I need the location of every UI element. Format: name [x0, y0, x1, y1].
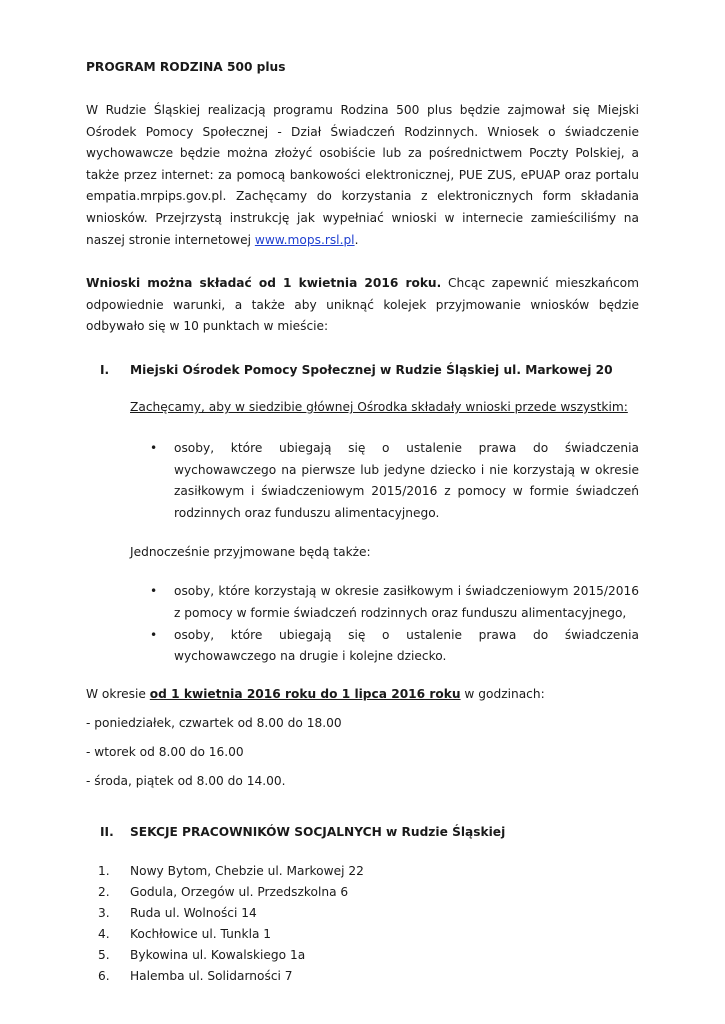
- document-title: PROGRAM RODZINA 500 plus: [86, 60, 286, 74]
- section-1-title: Miejski Ośrodek Pomocy Społecznej w Rudzie Śląskiej ul. Markowej 20: [130, 362, 613, 377]
- applications-date: Wnioski można składać od 1 kwietnia 2016 roku.: [86, 276, 442, 291]
- intro-paragraph: [86, 100, 639, 251]
- intro-end: .: [354, 232, 359, 247]
- list-item: 1. Nowy Bytom, Chebzie ul. Markowej 22: [98, 863, 364, 878]
- list-item: 2. Godula, Orzegów ul. Przedszkolna 6: [98, 884, 349, 899]
- period-range: od 1 kwietnia 2016 roku do 1 lipca 2016 roku: [149, 686, 461, 701]
- section-1-number: I.: [100, 362, 110, 377]
- list-item: 3. Ruda ul. Wolności 14: [98, 905, 257, 920]
- list-item: 5. Bykowina ul. Kowalskiego 1a: [98, 947, 306, 962]
- also-accepted-list: [146, 581, 639, 667]
- applications-paragraph: [86, 273, 639, 338]
- social-worker-sections-list: [86, 861, 639, 987]
- hours-line: - wtorek od 8.00 do 16.00: [86, 744, 244, 759]
- section-2-number: II.: [100, 824, 114, 839]
- intro-text: W Rudzie Śląskiej realizacją programu Rodzina 500 plus będzie zajmował się Miejski Ośrodek Pomocy Społecznej - Dział Świadczeń Rodzinnych. Wniosek o świadczenie wychowawcze będzie można złożyć osobiście lub za pośrednictwem Poczty Polskiej, a także przez internet: za pomocą bankowości elektronicznej, PUE ZUS, ePUAP oraz portalu empatia.mrpips.gov.pl. Zachęcamy do korzystania z elektronicznych form składania wniosków. Przejrzystą instrukcję jak wypełniać wnioski w internecie zamieściliśmy na naszej stronie internetowej: [86, 103, 639, 247]
- list-item: • osoby, które ubiegają się o ustalenie prawa do świadczenia wychowawczego na drugie i kolejne dziecko.: [146, 625, 639, 668]
- period-line: W okresie od 1 kwietnia 2016 roku do 1 lipca 2016 roku w godzinach:: [86, 686, 545, 701]
- section-1-heading: [86, 360, 639, 381]
- list-item: 4. Kochłowice ul. Tunkla 1: [98, 926, 272, 941]
- section-2-heading: [86, 822, 639, 843]
- mops-website-link[interactable]: www.mops.rsl.pl: [254, 232, 355, 247]
- opening-hours: [86, 713, 639, 792]
- applications-text: Chcąc zapewnić mieszkańcom odpowiednie warunki, a także aby uniknąć kolejek przyjmowanie wniosków będzie odbywało się w 10 punktach w mieście:: [86, 276, 639, 334]
- primary-applicants-list: [146, 438, 639, 524]
- hours-line: - poniedziałek, czwartek od 8.00 do 18.00: [86, 715, 342, 730]
- list-item: • osoby, które korzystają w okresie zasiłkowym i świadczeniowym 2015/2016 z pomocy w formie świadczeń rodzinnych oraz funduszu alimentacyjnego,: [146, 581, 639, 624]
- list-item: • osoby, które ubiegają się o ustalenie prawa do świadczenia wychowawczego na pierwsze lub jedyne dziecko i nie korzystają w okresie zasiłkowym i świadczeniowym 2015/2016 z pomocy w formie świadczeń rodzinnych oraz funduszu alimentacyjnego.: [146, 438, 639, 524]
- list-item: 6. Halemba ul. Solidarności 7: [98, 968, 293, 983]
- hours-line: - środa, piątek od 8.00 do 14.00.: [86, 773, 286, 788]
- section-2-title: SEKCJE PRACOWNIKÓW SOCJALNYCH w Rudzie Śląskiej: [130, 824, 506, 839]
- document-page: [86, 57, 639, 987]
- section-1-intro: Zachęcamy, aby w siedzibie głównej Ośrodka składały wnioski przede wszystkim:: [130, 399, 628, 414]
- also-accepted-label: Jednocześnie przyjmowane będą także:: [130, 545, 371, 560]
